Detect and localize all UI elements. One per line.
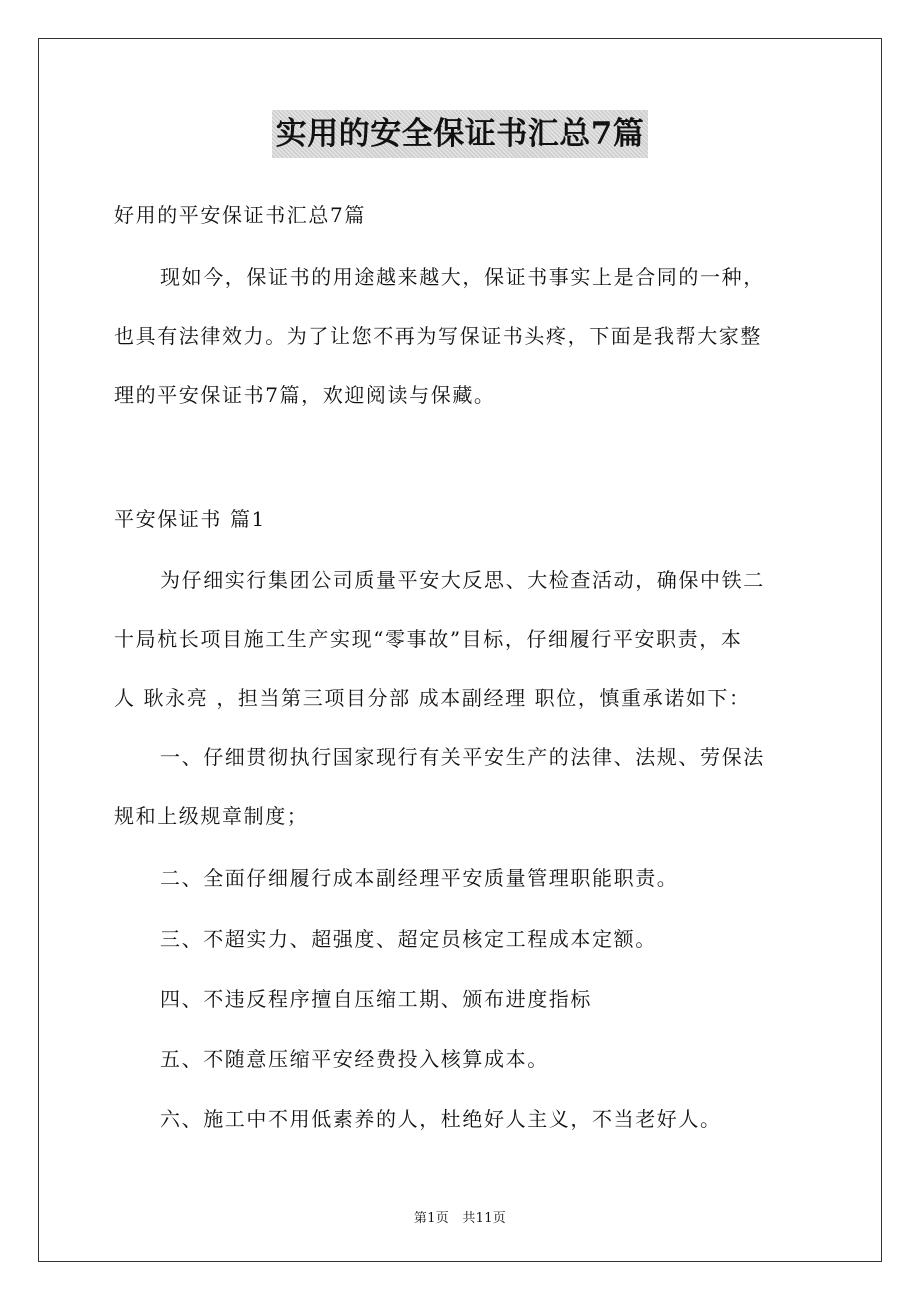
section-line-1: 为仔细实行集团公司质量平安大反思、大检查活动，确保中铁二 bbox=[160, 568, 765, 592]
intro-line-2: 也具有法律效力。为了让您不再为写保证书头疼，下面是我帮大家整 bbox=[114, 324, 762, 348]
clause-6: 六、施工中不用低素养的人，杜绝好人主义，不当老好人。 bbox=[160, 1107, 722, 1131]
section-line-3: 人 耿永亮 ，担当第三项目分部 成本副经理 职位，慎重承诺如下： bbox=[114, 686, 751, 710]
intro-line-3: 理的平安保证书7篇，欢迎阅读与保藏。 bbox=[114, 383, 496, 407]
title-container bbox=[0, 110, 920, 158]
document-subtitle: 好用的平安保证书汇总7篇 bbox=[114, 203, 366, 227]
section-heading: 平安保证书 篇1 bbox=[114, 507, 266, 531]
page-footer: 第1页 共11页 bbox=[413, 1211, 507, 1226]
clause-1-line-1: 一、仔细贯彻执行国家现行有关平安生产的法律、法规、劳保法 bbox=[160, 745, 765, 769]
clause-3: 三、不超实力、超强度、超定员核定工程成本定额。 bbox=[160, 927, 657, 951]
section-line-2: 十局杭长项目施工生产实现“零事故”目标，仔细履行平安职责，本 bbox=[114, 627, 743, 651]
intro-line-1: 现如今，保证书的用途越来越大，保证书事实上是合同的一种， bbox=[160, 265, 765, 289]
clause-5: 五、不随意压缩平安经费投入核算成本。 bbox=[160, 1047, 549, 1071]
clause-4: 四、不违反程序擅自压缩工期、颁布进度指标 bbox=[160, 987, 592, 1011]
clause-1-line-2: 规和上级规章制度； bbox=[114, 804, 309, 828]
clause-2: 二、全面仔细履行成本副经理平安质量管理职能职责。 bbox=[160, 866, 679, 890]
document-title: 实用的安全保证书汇总7篇 bbox=[272, 110, 649, 158]
